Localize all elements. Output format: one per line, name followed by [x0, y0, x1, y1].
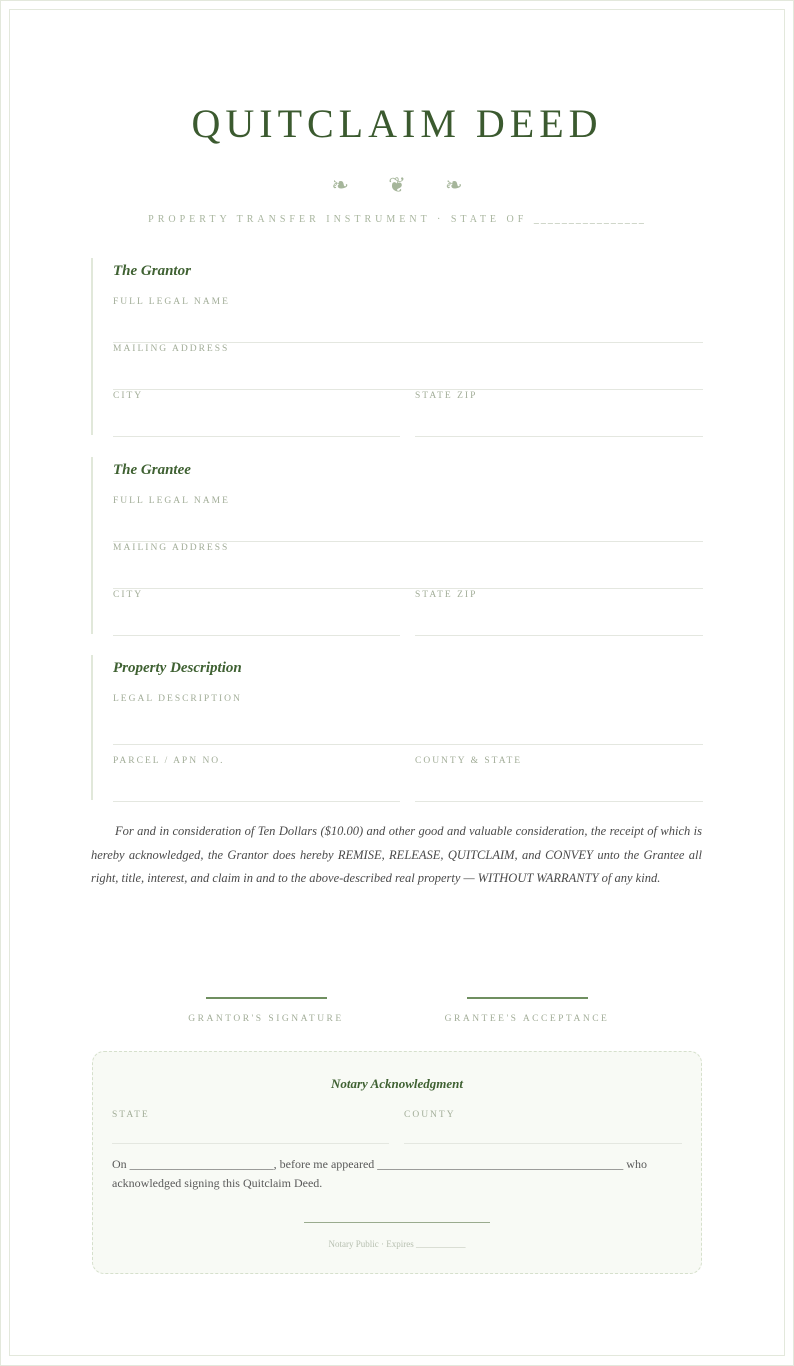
field-line [113, 635, 400, 636]
field-label: LEGAL DESCRIPTION [113, 694, 242, 704]
field-line [415, 436, 703, 437]
field-line [415, 801, 703, 802]
field-label: PARCEL / APN NO. [113, 756, 225, 766]
grantee-section [91, 457, 704, 634]
field-label: FULL LEGAL NAME [113, 297, 230, 307]
field-label: COUNTY & STATE [415, 756, 523, 766]
property-section [91, 655, 704, 800]
signature-label: GRANTOR'S SIGNATURE [188, 1014, 344, 1024]
property-heading: Property Description [113, 660, 242, 676]
grantee-heading: The Grantee [113, 462, 191, 478]
notary-county-field[interactable] [404, 1109, 682, 1144]
legal-description-field[interactable] [113, 693, 703, 745]
notary-statement: On ________________________, before me appeared _________________________________________ who acknowledged signing this Quitclaim Deed. [112, 1157, 647, 1190]
grantor-city-field[interactable] [113, 390, 400, 437]
field-label: MAILING ADDRESS [113, 543, 230, 553]
grantor-state-zip-field[interactable] [415, 390, 703, 437]
grantee-city-field[interactable] [113, 589, 400, 636]
field-line [113, 436, 400, 437]
grantee-name-field[interactable] [113, 495, 703, 542]
signature-line [467, 997, 588, 999]
document-subtitle [0, 213, 794, 227]
grantee-address-field[interactable] [113, 542, 703, 589]
field-label: CITY [113, 391, 144, 401]
notary-state-field[interactable] [112, 1109, 389, 1144]
fleuron-icon: ❧ [331, 173, 349, 197]
grantor-section [91, 258, 704, 435]
field-line [113, 801, 400, 802]
field-line [404, 1143, 682, 1144]
fleuron-icon: ❧ [445, 173, 463, 197]
grantor-address-field[interactable] [113, 343, 703, 390]
field-label: STATE ZIP [415, 590, 478, 600]
document-title: QUITCLAIM DEED [191, 101, 603, 146]
field-label: STATE ZIP [415, 391, 478, 401]
subtitle-text: PROPERTY TRANSFER INSTRUMENT · STATE OF [148, 214, 528, 225]
notary-signature-line[interactable] [304, 1222, 490, 1223]
signature-line [206, 997, 327, 999]
grantor-heading: The Grantor [113, 263, 191, 279]
notary-box [92, 1051, 702, 1274]
grantee-state-zip-field[interactable] [415, 589, 703, 636]
field-label: MAILING ADDRESS [113, 344, 230, 354]
county-state-field[interactable] [415, 755, 703, 802]
field-line [113, 744, 703, 745]
grantee-signature[interactable] [427, 997, 627, 1025]
signature-label: GRANTEE'S ACCEPTANCE [444, 1014, 610, 1024]
notary-footer: Notary Public · Expires ___________ [328, 1239, 466, 1249]
field-line [415, 635, 703, 636]
parcel-field[interactable] [113, 755, 400, 802]
field-label: COUNTY [404, 1110, 456, 1120]
field-label: CITY [113, 590, 144, 600]
grantor-signature[interactable] [166, 997, 366, 1025]
notary-heading: Notary Acknowledgment [330, 1076, 464, 1091]
field-line [112, 1143, 389, 1144]
grantor-name-field[interactable] [113, 296, 703, 343]
state-blank[interactable]: ________________ [533, 214, 646, 225]
field-label: FULL LEGAL NAME [113, 496, 230, 506]
consideration-clause: For and in consideration of Ten Dollars ($10.00) and other good and valuable consideration, the receipt of which is hereby acknowledged, the Grantor does hereby REMISE, RELEASE, QUITCLAIM, and CONVEY unto the Grantee all right, title, interest, and claim in and to the above-described real property — WITHOUT WARRANTY of any kind. [91, 824, 702, 885]
field-label: STATE [112, 1110, 150, 1120]
ornament-row [0, 172, 794, 198]
floral-heart-icon: ❦ [388, 173, 406, 197]
